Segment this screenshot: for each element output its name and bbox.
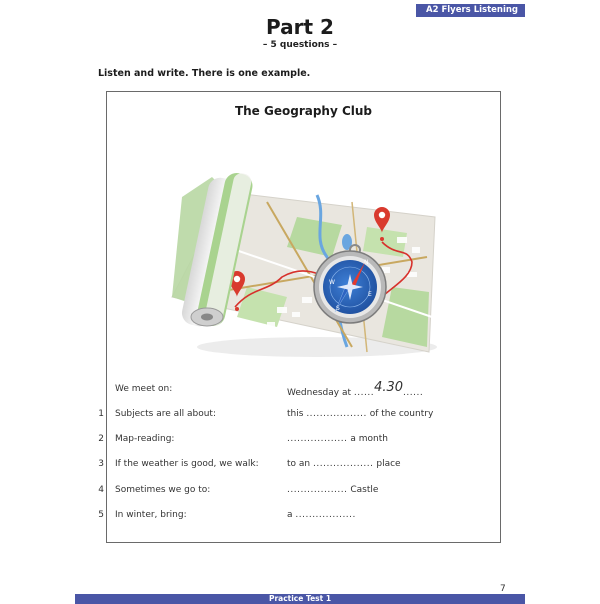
answer-prefix: to an [287,459,311,469]
answer-suffix: Castle [350,485,379,495]
answer-suffix: place [376,459,401,469]
question-box [98,91,501,543]
example-answer-line [287,380,424,399]
answer-blank[interactable]: .................. [313,459,374,469]
question-text: Map-reading: [115,434,175,444]
answer-blank[interactable]: .................. [306,409,367,419]
page-number: 7 [500,584,506,594]
question-text: Subjects are all about: [115,409,216,419]
instruction-text: Listen and write. There is one example. [98,68,311,79]
dotted-blank: ...... [403,388,424,398]
question-number: 5 [98,510,104,520]
question-row-5 [98,510,500,526]
question-row-2 [98,434,500,450]
svg-text:E: E [368,291,372,298]
question-text: Sometimes we go to: [115,485,211,495]
footer-bar: Practice Test 1 [75,594,525,604]
answer-suffix: a month [350,434,388,444]
question-number: 3 [98,459,104,469]
question-text: In winter, bring: [115,510,187,520]
answer-line [287,485,378,495]
answer-blank[interactable]: .................. [295,510,356,520]
exam-section-tag: A2 Flyers Listening [416,4,525,17]
dotted-blank: ...... [353,388,375,398]
answer-suffix: of the country [369,409,434,419]
box-title: The Geography Club [234,104,373,118]
example-answer: 4.30 [374,380,404,395]
answer-line [287,510,356,520]
page-title: Part 2 [266,15,334,39]
question-number: 1 [98,409,104,419]
answer-line [287,459,401,469]
question-number: 2 [98,434,104,444]
answer-blank[interactable]: .................. [287,485,348,495]
page-subtitle: – 5 questions – [262,40,338,50]
svg-text:S: S [336,305,340,312]
question-text: If the weather is good, we walk: [115,459,259,469]
question-number: 4 [98,485,104,495]
answer-blank[interactable]: .................. [287,434,348,444]
question-row-3 [98,459,500,475]
example-row [107,380,500,400]
svg-text:W: W [329,279,335,286]
map-compass-illustration [167,147,442,362]
example-prefix: Wednesday at [287,388,352,398]
svg-text:N: N [364,259,369,266]
answer-line [287,434,388,444]
answer-prefix: a [287,510,293,520]
example-question: We meet on: [115,384,173,394]
answer-prefix: this [287,409,304,419]
answer-line [287,409,433,419]
question-row-1 [98,409,500,425]
question-row-4 [98,485,500,501]
